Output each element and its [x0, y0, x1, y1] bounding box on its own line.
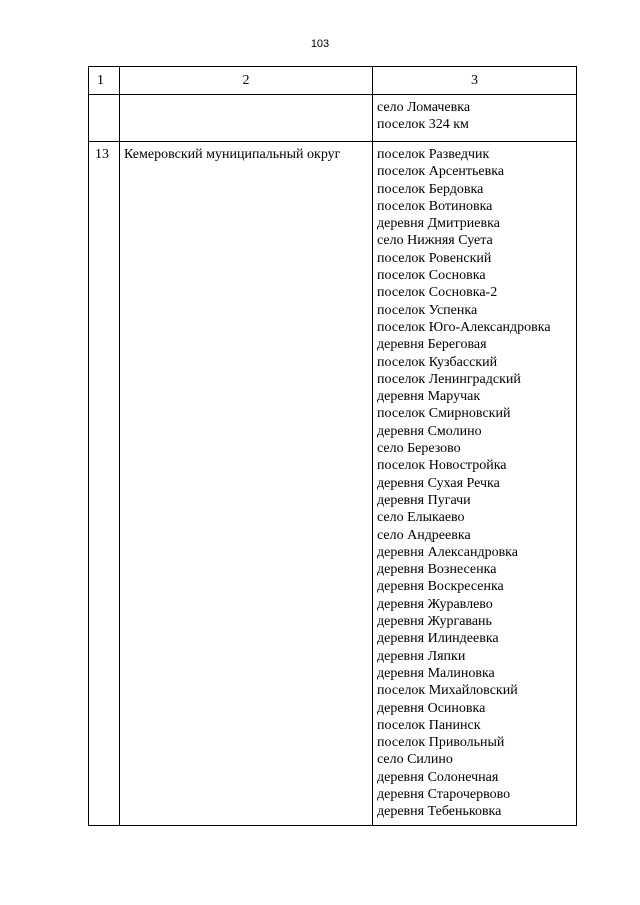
- settlement-item: поселок Сосновка: [377, 268, 486, 284]
- settlement-item: село Елыкаево: [377, 510, 465, 526]
- settlement-item: село Силино: [377, 752, 453, 768]
- page-number: 103: [310, 38, 330, 50]
- settlement-item: село Нижняя Суета: [377, 233, 493, 249]
- settlement-item: деревня Солонечная: [377, 769, 499, 785]
- settlement-item: деревня Вознесенка: [377, 562, 497, 578]
- settlement-item: деревня Воскресенка: [377, 579, 504, 595]
- settlement-item: поселок Кузбасский: [377, 354, 498, 370]
- district-cell: [120, 95, 373, 142]
- settlement-item: село Ломачевка: [377, 100, 471, 115]
- column-header-1: 1: [89, 67, 120, 95]
- settlement-item: деревня Илиндеевка: [377, 631, 499, 647]
- settlement-item: деревня Дмитриевка: [377, 216, 500, 232]
- row-number-cell: [89, 95, 120, 142]
- settlement-item: поселок Бердовка: [377, 181, 484, 197]
- settlement-item: поселок Ровенский: [377, 250, 492, 266]
- settlements-list: [377, 99, 572, 134]
- settlement-item: деревня Осиновка: [377, 700, 486, 716]
- settlement-item: село Березово: [377, 441, 461, 457]
- settlement-item: деревня Малиновка: [377, 665, 495, 681]
- settlement-item: деревня Александровка: [377, 544, 518, 560]
- settlement-item: поселок 324 км: [377, 117, 469, 133]
- settlement-item: деревня Старочервово: [377, 786, 511, 802]
- settlements-table: [88, 66, 577, 826]
- settlement-item: деревня Смолино: [377, 423, 482, 439]
- settlement-item: поселок Юго-Александровка: [377, 319, 551, 335]
- settlements-cell: [373, 95, 577, 142]
- settlement-item: поселок Разведчик: [377, 147, 490, 162]
- settlement-item: поселок Успенка: [377, 302, 478, 318]
- table-row: [89, 142, 577, 826]
- settlement-item: деревня Пугачи: [377, 492, 471, 508]
- settlement-item: поселок Ленинградский: [377, 371, 521, 387]
- table-header-row: [89, 67, 577, 95]
- settlement-item: поселок Смирновский: [377, 406, 511, 422]
- district-cell: Кемеровский муниципальный округ: [120, 142, 373, 826]
- settlement-item: деревня Сухая Речка: [377, 475, 500, 491]
- settlement-item: поселок Панинск: [377, 717, 481, 733]
- row-number-cell: 13: [89, 142, 120, 826]
- settlement-item: поселок Привольный: [377, 735, 505, 751]
- settlement-item: поселок Сосновка-2: [377, 285, 498, 301]
- settlement-item: деревня Береговая: [377, 337, 487, 353]
- settlement-item: поселок Михайловский: [377, 683, 518, 699]
- settlement-item: деревня Ляпки: [377, 648, 466, 664]
- settlement-item: село Андреевка: [377, 527, 471, 543]
- settlement-item: поселок Новостройка: [377, 458, 507, 474]
- settlement-item: деревня Маручак: [377, 389, 481, 405]
- settlements-cell: [373, 142, 577, 826]
- column-header-2: 2: [120, 67, 373, 95]
- column-header-3: 3: [373, 67, 577, 95]
- settlement-item: поселок Вотиновка: [377, 198, 493, 214]
- settlement-item: деревня Журавлево: [377, 596, 493, 612]
- settlement-item: поселок Арсентьевка: [377, 164, 505, 180]
- settlement-item: деревня Тебеньковка: [377, 804, 502, 820]
- table-row: [89, 95, 577, 142]
- settlements-list: [377, 146, 572, 821]
- settlement-item: деревня Жургавань: [377, 614, 492, 630]
